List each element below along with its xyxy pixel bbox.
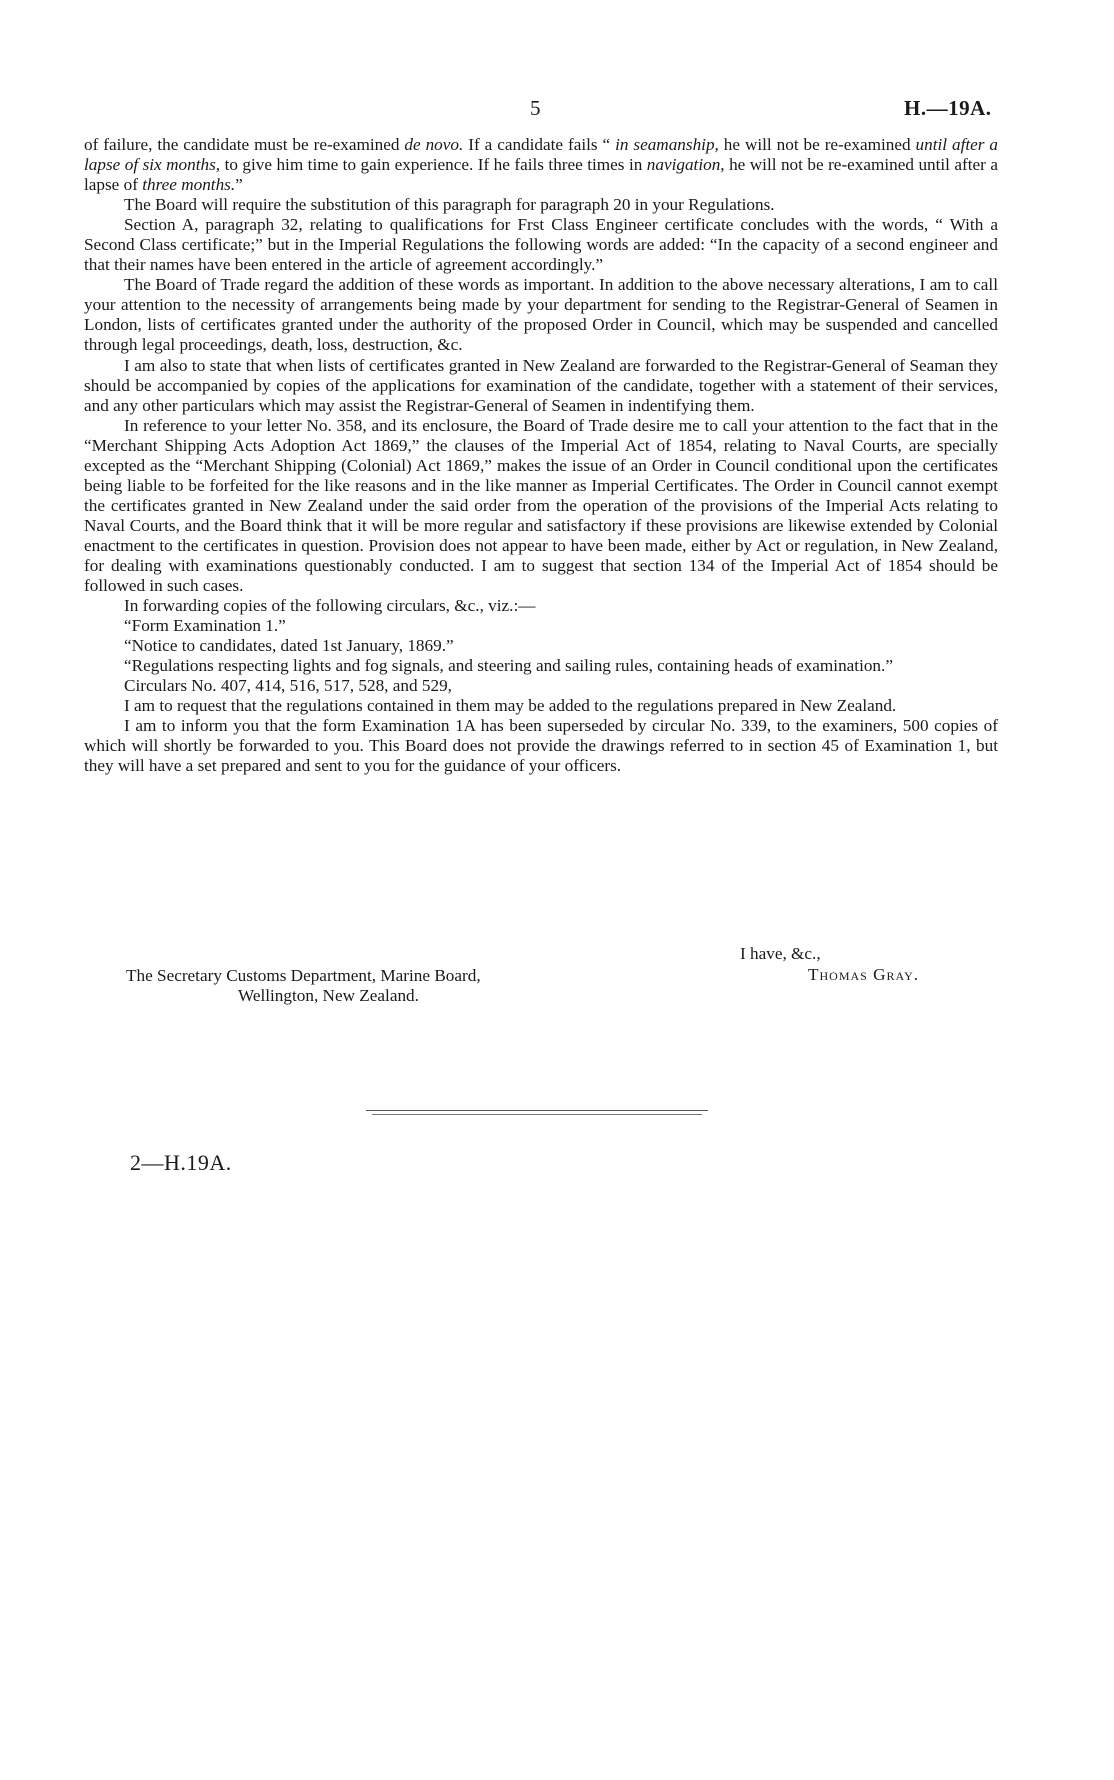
paragraph-text: of failure, the candidate must be re-examined	[84, 135, 405, 154]
letter-body	[84, 135, 998, 777]
emphasis-text: until after a lapse of six months,	[84, 135, 998, 175]
emphasis-text: de novo.	[404, 135, 464, 154]
divider-rule	[366, 1110, 708, 1111]
page-number: 5	[530, 96, 541, 120]
addressee-line-1: The Secretary Customs Department, Marine Board,	[126, 966, 481, 985]
paragraph-8: I am to request that the regulations contained in them may be added to the regulations prepared in New Zealand.	[124, 696, 897, 716]
paragraph-3: Section A, paragraph 32, relating to qualifications for Frst Class Engineer certificate concludes with the words, “ With a Second Class certificate;” but in the Imperial Regulations the following words are added: “In the capacity of a second engineer and that their names have been entered in the article of agreement accordingly.”	[84, 215, 998, 275]
paragraph-text: ”	[235, 175, 243, 195]
document-reference: H.—19A.	[904, 96, 992, 120]
paragraph-text: he will not be re-examined until after a lapse of	[84, 155, 998, 195]
circular-item: “Notice to candidates, dated 1st January, 1869.”	[124, 636, 454, 656]
paragraph-6: In reference to your letter No. 358, and its enclosure, the Board of Trade desire me to call your attention to the fact that in the “Merchant Shipping Acts Adoption Act 1869,” the clauses of the Imperial Act of 1854, relating to Naval Courts, are specially excepted as the “Merchant Shipping (Colonial) Act 1869,” makes the issue of an Order in Council conditional upon the certificates being liable to be forfeited for the like reasons and in the like manner as Imperial Certificates. The Order in Council cannot exempt the certificates granted in New Zealand under the said order from the operation of the provisions of the Imperial Acts relating to Naval Courts, and the Board think that it will be more regular and satisfactory if these provisions are likewise extended by Colonial enactment to the certificates in question. Provision does not appear to have been made, either by Act or regulation, in New Zealand, for dealing with examinations questionably conducted. I am to suggest that section 134 of the Imperial Act of 1854 should be followed in such cases.	[84, 415, 998, 596]
closing-block	[740, 943, 919, 985]
circular-item: Circulars No. 407, 414, 516, 517, 528, and 529,	[124, 676, 452, 696]
circular-item: “Regulations respecting lights and fog signals, and steering and sailing rules, containing heads of examination.”	[124, 656, 893, 676]
addressee-line-2: Wellington, New Zealand.	[238, 986, 419, 1005]
paragraph-9: I am to inform you that the form Examination 1A has been superseded by circular No. 339, to the examiners, 500 copies of which will shortly be forwarded to you. This Board does not provide the drawings referred to in section 45 of Examination 1, but they will have a set prepared and sent to you for the guidance of your officers.	[84, 716, 998, 776]
emphasis-text: in seamanship,	[615, 135, 719, 154]
addressee-block	[126, 966, 481, 1006]
sheet-marker: 2—H.19A.	[130, 1150, 232, 1175]
paragraph-text: If a candidate fails “	[463, 135, 616, 154]
paragraph-text: to give him time to gain experience. If he fails three times in	[220, 155, 647, 175]
paragraph-1	[84, 135, 998, 195]
paragraph-4: The Board of Trade regard the addition of these words as important. In addition to the above necessary alterations, I am to call your attention to the necessity of arrangements being made by your department for sending to the Registrar-General of Seamen in London, lists of certificates granted under the authority of the proposed Order in Council, which may be suspended and cancelled through legal proceedings, death, loss, destruction, &c.	[84, 275, 998, 355]
paragraph-7: In forwarding copies of the following circulars, &c., viz.:—	[124, 596, 536, 616]
paragraph-2: The Board will require the substitution of this paragraph for paragraph 20 in your Regulations.	[124, 195, 775, 215]
emphasis-text: navigation,	[646, 155, 725, 175]
signature: Thomas Gray.	[808, 965, 920, 984]
divider-rule	[372, 1114, 702, 1115]
circular-item: “Form Examination 1.”	[124, 616, 286, 636]
paragraph-text: he will not be re-examined	[718, 135, 916, 154]
paragraph-5: I am also to state that when lists of certificates granted in New Zealand are forwarded to the Registrar-General of Seaman they should be accompanied by copies of the applications for examination of the candidate, together with a statement of their services, and any other particulars which may assist the Registrar-General of Seamen in indentifying them.	[84, 355, 998, 415]
emphasis-text: three months.	[142, 175, 236, 195]
closing-salutation: I have, &c.,	[740, 944, 821, 963]
